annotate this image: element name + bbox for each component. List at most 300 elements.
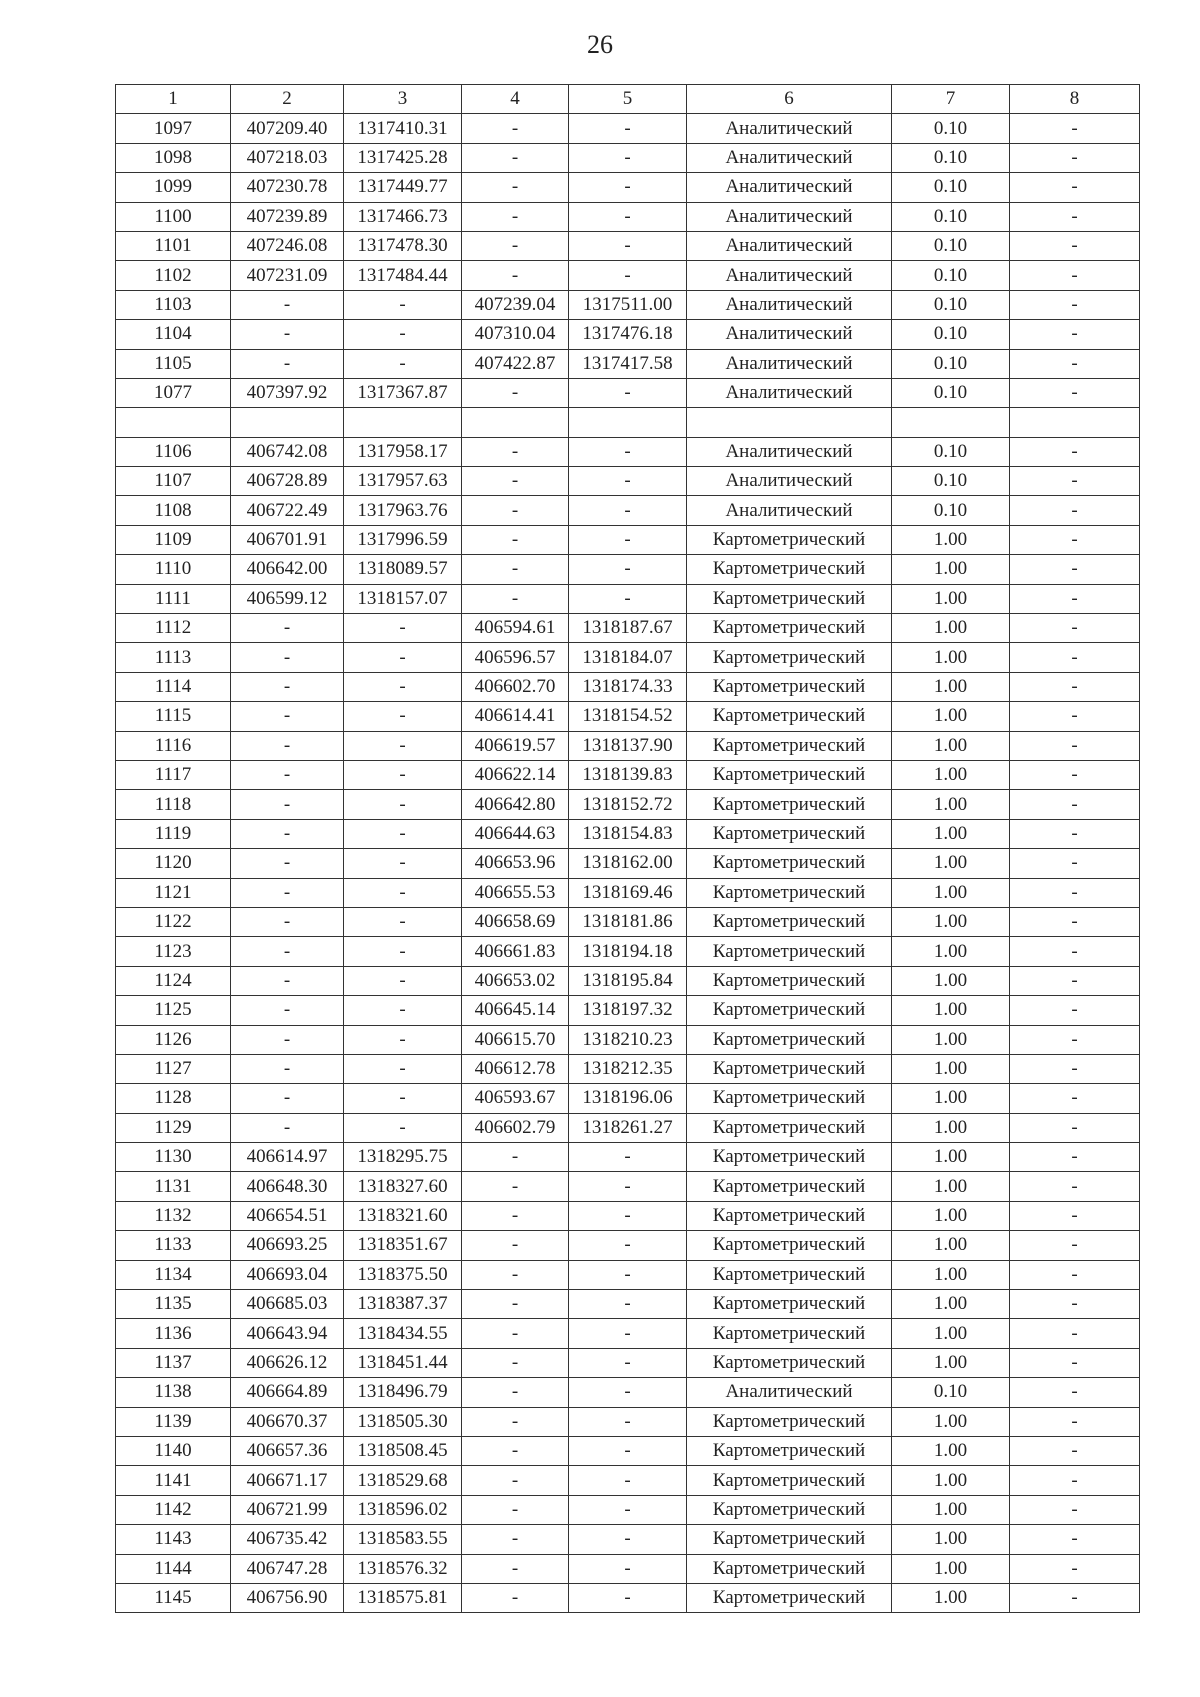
table-cell: - [1010,231,1140,260]
table-cell: - [231,702,344,731]
table-row [116,1113,1140,1142]
table-cell: - [569,1583,687,1612]
table-cell: 1.00 [892,790,1010,819]
table-cell: 1318387.37 [344,1290,462,1319]
table-cell: - [1010,555,1140,584]
table-row [116,907,1140,936]
table-cell: - [569,1290,687,1319]
table-cell: 1100 [116,202,231,231]
table-row [116,1436,1140,1465]
table-cell: - [1010,1466,1140,1495]
table-cell: - [1010,1319,1140,1348]
table-cell: 1.00 [892,525,1010,554]
table-cell: - [569,1407,687,1436]
table-cell: 406685.03 [231,1290,344,1319]
table-cell: 406619.57 [462,731,569,760]
table-cell: 1.00 [892,1143,1010,1172]
table-cell: - [231,878,344,907]
table-row [116,1290,1140,1319]
table-cell: 406644.63 [462,819,569,848]
table-cell: 1140 [116,1436,231,1465]
table-cell: 406661.83 [462,937,569,966]
table-cell: Картометрический [687,1466,892,1495]
table-cell: - [1010,320,1140,349]
table-row [116,261,1140,290]
table-cell: - [1010,907,1140,936]
table-cell: - [569,1554,687,1583]
table-cell [892,408,1010,437]
table-cell: 1131 [116,1172,231,1201]
table-cell: 406693.04 [231,1260,344,1289]
table-cell: 1099 [116,173,231,202]
table-cell: 1318157.07 [344,584,462,613]
table-cell: 1.00 [892,1466,1010,1495]
table-cell: - [462,1495,569,1524]
table-cell: - [1010,614,1140,643]
table-cell: 1.00 [892,966,1010,995]
table-cell: - [344,702,462,731]
table-cell: 406653.96 [462,849,569,878]
table-cell: - [344,937,462,966]
table-row [116,555,1140,584]
table-row [116,143,1140,172]
table-cell: - [1010,996,1140,1025]
table-cell: - [569,1378,687,1407]
table-cell: - [231,937,344,966]
table-cell: 1318375.50 [344,1260,462,1289]
table-cell: 1317449.77 [344,173,462,202]
table-cell: - [1010,966,1140,995]
table-row [116,849,1140,878]
table-cell: 406653.02 [462,966,569,995]
table-cell: 1318351.67 [344,1231,462,1260]
table-cell: - [231,790,344,819]
table-cell: 1.00 [892,702,1010,731]
table-cell: - [1010,173,1140,202]
table-cell: 1.00 [892,1407,1010,1436]
table-row [116,643,1140,672]
table-cell: 406671.17 [231,1466,344,1495]
column-header-6: 6 [687,85,892,114]
table-cell: - [569,173,687,202]
table-cell: - [1010,467,1140,496]
table-row [116,378,1140,407]
table-cell: - [569,1201,687,1230]
table-cell: 0.10 [892,1378,1010,1407]
table-cell: - [1010,937,1140,966]
table-cell: 0.10 [892,290,1010,319]
table-row [116,1172,1140,1201]
table-cell: 1106 [116,437,231,466]
table-row [116,790,1140,819]
table-row [116,320,1140,349]
table-cell: Картометрический [687,966,892,995]
table-cell: - [231,760,344,789]
table-cell: 1.00 [892,996,1010,1025]
table-cell: - [462,525,569,554]
table-cell: 1318089.57 [344,555,462,584]
table-cell: 1104 [116,320,231,349]
table-row [116,1495,1140,1524]
table-cell: - [1010,1495,1140,1524]
table-cell: - [569,525,687,554]
table-cell: 1112 [116,614,231,643]
table-cell: - [344,907,462,936]
table-cell: - [1010,1436,1140,1465]
table-cell: 1.00 [892,1172,1010,1201]
table-row [116,937,1140,966]
table-cell: - [569,1143,687,1172]
table-row [116,614,1140,643]
table-cell: - [231,1025,344,1054]
table-cell: Картометрический [687,1260,892,1289]
table-row [116,496,1140,525]
table-cell: 1138 [116,1378,231,1407]
table-cell: - [344,349,462,378]
table-cell: - [1010,1143,1140,1172]
table-cell: 0.10 [892,320,1010,349]
table-cell: 407230.78 [231,173,344,202]
table-cell: 0.10 [892,378,1010,407]
table-cell: 1122 [116,907,231,936]
table-cell: - [1010,1172,1140,1201]
table-cell: 406657.36 [231,1436,344,1465]
table-cell: 1.00 [892,1201,1010,1230]
table-cell: 406622.14 [462,760,569,789]
table-cell: 1317478.30 [344,231,462,260]
table-cell: 1318195.84 [569,966,687,995]
table-cell: 406599.12 [231,584,344,613]
table-cell: Аналитический [687,378,892,407]
table-cell: 1317466.73 [344,202,462,231]
table-cell: 1136 [116,1319,231,1348]
table-cell: 1.00 [892,1583,1010,1612]
table-cell: - [231,614,344,643]
table-cell: Картометрический [687,849,892,878]
table-cell: Картометрический [687,878,892,907]
table-cell: - [569,378,687,407]
table-cell: - [462,378,569,407]
table-cell: - [462,202,569,231]
table-cell: Аналитический [687,437,892,466]
table-cell: Аналитический [687,114,892,143]
table-cell: 1.00 [892,1554,1010,1583]
table-cell: 406602.79 [462,1113,569,1142]
table-cell: - [1010,731,1140,760]
table-row [116,584,1140,613]
table-cell: - [569,1495,687,1524]
table-cell: 1.00 [892,1260,1010,1289]
table-cell: - [231,996,344,1025]
table-cell: 1318583.55 [344,1525,462,1554]
coordinates-table [115,84,1140,1613]
table-row [116,349,1140,378]
table-cell [116,408,231,437]
table-cell [1010,408,1140,437]
table-cell: 1317476.18 [569,320,687,349]
table-cell: Картометрический [687,996,892,1025]
table-cell: 1318321.60 [344,1201,462,1230]
table-cell: 0.10 [892,114,1010,143]
table-cell: - [1010,878,1140,907]
table-cell: Картометрический [687,937,892,966]
table-cell: Аналитический [687,320,892,349]
table-cell: 1.00 [892,878,1010,907]
table-cell: - [1010,584,1140,613]
table-cell: Картометрический [687,525,892,554]
table-cell: - [462,555,569,584]
table-cell: Картометрический [687,819,892,848]
table-cell: - [462,467,569,496]
table-row [116,672,1140,701]
table-cell: - [462,1231,569,1260]
table-cell: 1318451.44 [344,1348,462,1377]
table-cell: - [1010,378,1140,407]
table-cell: 1317996.59 [344,525,462,554]
table-cell: - [462,1290,569,1319]
table-cell: - [231,290,344,319]
table-cell: 1105 [116,349,231,378]
table-cell: - [231,643,344,672]
table-row [116,819,1140,848]
table-cell: 1117 [116,760,231,789]
table-cell: - [1010,1378,1140,1407]
table-cell: Картометрический [687,584,892,613]
table-cell: - [462,437,569,466]
table-cell: 1317511.00 [569,290,687,319]
table-cell: Картометрический [687,643,892,672]
table-cell: 406642.80 [462,790,569,819]
table-cell: 406602.70 [462,672,569,701]
table-cell: 407218.03 [231,143,344,172]
table-row [116,467,1140,496]
table-cell: - [1010,819,1140,848]
table-cell: - [462,1143,569,1172]
column-header-5: 5 [569,85,687,114]
table-cell: Картометрический [687,1054,892,1083]
table-cell: - [462,1583,569,1612]
table-cell: - [462,1378,569,1407]
table-cell: 1.00 [892,907,1010,936]
table-cell: - [344,1084,462,1113]
table-cell: 406645.14 [462,996,569,1025]
table-cell: - [344,614,462,643]
table-cell: 407239.04 [462,290,569,319]
table-cell: Аналитический [687,231,892,260]
table-row [116,525,1140,554]
table-cell: 406648.30 [231,1172,344,1201]
table-cell: 407231.09 [231,261,344,290]
table-cell: Картометрический [687,1290,892,1319]
table-cell: 1318596.02 [344,1495,462,1524]
table-row [116,1260,1140,1289]
table-cell: - [231,731,344,760]
table-cell: - [462,1525,569,1554]
table-cell: 407422.87 [462,349,569,378]
table-cell: Картометрический [687,1025,892,1054]
table-cell: 406658.69 [462,907,569,936]
table-cell: 0.10 [892,231,1010,260]
table-cell: - [569,202,687,231]
table-cell: - [462,231,569,260]
column-header-3: 3 [344,85,462,114]
table-cell: Аналитический [687,173,892,202]
table-cell: Картометрический [687,1201,892,1230]
table-cell: 1108 [116,496,231,525]
table-cell: 1.00 [892,584,1010,613]
table-cell: - [1010,790,1140,819]
table-cell: 1317367.87 [344,378,462,407]
table-cell: - [569,1525,687,1554]
table-cell: 1318295.75 [344,1143,462,1172]
table-row [116,1466,1140,1495]
table-cell: 1.00 [892,1113,1010,1142]
table-cell: - [1010,1260,1140,1289]
table-cell: - [1010,1231,1140,1260]
table-cell: 0.10 [892,143,1010,172]
table-cell: 407246.08 [231,231,344,260]
table-row [116,996,1140,1025]
table-row [116,1525,1140,1554]
table-cell: - [344,996,462,1025]
table-cell: - [569,1231,687,1260]
table-cell: 406655.53 [462,878,569,907]
table-cell: Картометрический [687,672,892,701]
table-cell: - [1010,849,1140,878]
table-cell: - [231,849,344,878]
table-cell: - [462,1436,569,1465]
table-cell: - [569,1172,687,1201]
table-cell: 1113 [116,643,231,672]
table-cell: - [344,966,462,995]
table-cell: - [1010,496,1140,525]
table-cell: 0.10 [892,173,1010,202]
table-cell: 1318197.32 [569,996,687,1025]
table-cell: 1318508.45 [344,1436,462,1465]
table-cell: - [569,467,687,496]
table-cell: 1318184.07 [569,643,687,672]
table-cell: 1142 [116,1495,231,1524]
table-cell: 406747.28 [231,1554,344,1583]
table-cell [231,408,344,437]
table-cell: 406756.90 [231,1583,344,1612]
table-row [116,702,1140,731]
table-cell: 1318434.55 [344,1319,462,1348]
table-cell: 406626.12 [231,1348,344,1377]
table-cell: 1077 [116,378,231,407]
table-cell: - [1010,1290,1140,1319]
table-cell: - [569,437,687,466]
table-cell: - [569,1348,687,1377]
table-cell: 1126 [116,1025,231,1054]
table-cell: 1.00 [892,1054,1010,1083]
table-cell: - [1010,1583,1140,1612]
table-cell: 406693.25 [231,1231,344,1260]
table-cell: - [462,496,569,525]
table-cell: 1116 [116,731,231,760]
table-cell: - [569,1436,687,1465]
table-row [116,1084,1140,1113]
table-cell: 1317410.31 [344,114,462,143]
table-cell: 1317425.28 [344,143,462,172]
table-cell: 406615.70 [462,1025,569,1054]
table-row [116,878,1140,907]
table-cell: Картометрический [687,1172,892,1201]
table-cell: 1103 [116,290,231,319]
table-cell: - [1010,1554,1140,1583]
table-cell: 1318137.90 [569,731,687,760]
table-cell: 407209.40 [231,114,344,143]
table-cell: - [1010,1201,1140,1230]
table-cell: Картометрический [687,731,892,760]
table-cell: - [569,584,687,613]
table-row [116,1407,1140,1436]
table-cell: 406735.42 [231,1525,344,1554]
table-row [116,1348,1140,1377]
table-cell: 1.00 [892,1025,1010,1054]
table-cell: 406596.57 [462,643,569,672]
table-cell: 1097 [116,114,231,143]
table-cell: 0.10 [892,202,1010,231]
table-cell: - [462,1172,569,1201]
table-cell: 1.00 [892,1084,1010,1113]
table-cell: - [1010,1025,1140,1054]
table-cell: - [462,1201,569,1230]
table-cell: 1133 [116,1231,231,1260]
table-cell: 1.00 [892,1319,1010,1348]
table-row [116,114,1140,143]
table-cell: 1098 [116,143,231,172]
table-cell: - [1010,643,1140,672]
table-cell: 1.00 [892,849,1010,878]
table-cell: 1115 [116,702,231,731]
table-cell: - [231,1054,344,1083]
table-cell: 1.00 [892,1290,1010,1319]
table-cell: - [231,1113,344,1142]
header-row [116,85,1140,114]
table-cell: - [1010,1084,1140,1113]
table-cell: 1318529.68 [344,1466,462,1495]
table-cell: 1101 [116,231,231,260]
table-cell: 1137 [116,1348,231,1377]
table-cell: 1109 [116,525,231,554]
table-cell: - [1010,672,1140,701]
table-cell: 1318181.86 [569,907,687,936]
table-cell: 1.00 [892,731,1010,760]
table-cell: - [569,261,687,290]
table-cell: - [344,790,462,819]
table-cell: Картометрический [687,1231,892,1260]
table-row [116,1201,1140,1230]
table-row [116,202,1140,231]
table-cell: - [1010,437,1140,466]
table-row [116,1583,1140,1612]
table-cell: - [462,143,569,172]
table-cell: - [231,320,344,349]
table-cell: 1318496.79 [344,1378,462,1407]
table-cell: 407397.92 [231,378,344,407]
column-header-4: 4 [462,85,569,114]
table-cell: - [1010,525,1140,554]
table-cell: 406670.37 [231,1407,344,1436]
table-cell: 1.00 [892,643,1010,672]
table-cell: 1.00 [892,1495,1010,1524]
table-cell: - [569,1260,687,1289]
table-cell: Картометрический [687,702,892,731]
table-cell: 1120 [116,849,231,878]
table-cell: 1317963.76 [344,496,462,525]
table-row [116,1554,1140,1583]
